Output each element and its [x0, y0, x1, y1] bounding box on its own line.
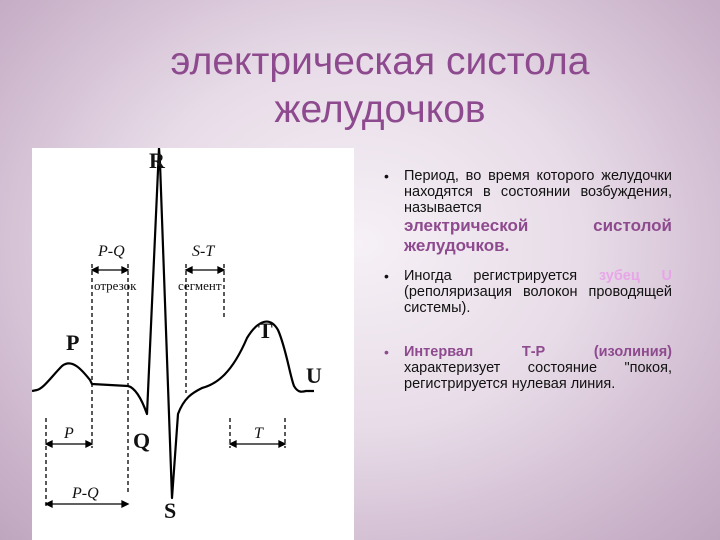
bullet-emphasis: зубец U — [598, 268, 672, 284]
pq-bottom-label: P-Q — [72, 485, 99, 502]
ecg-diagram — [32, 148, 354, 540]
bullet-text: Иногда регистрируется — [404, 268, 578, 284]
slide-title — [0, 38, 720, 134]
bullet-list — [384, 168, 672, 392]
wave-label-q: Q — [133, 428, 151, 453]
wave-label-s: S — [164, 498, 177, 523]
ecg-figure — [32, 148, 354, 540]
bullet-item — [384, 268, 672, 316]
pq-interval-label: P-Q — [98, 243, 125, 260]
bullet-emphasis: Интервал Т-Р (изолиния) — [404, 344, 672, 360]
bullet-item — [384, 168, 672, 256]
segment-label: сегмент — [178, 278, 222, 293]
t-interval-label: T — [254, 425, 263, 442]
wave-label-p: P — [66, 330, 80, 355]
bullet-text: (реполяризация волокон проводящей системы). — [404, 284, 672, 316]
bullet-emphasis: электрической систолой желудочков. — [404, 216, 672, 255]
bullet-dot: • — [384, 268, 389, 284]
slide-title-line-2: желудочков — [274, 88, 486, 131]
wave-label-t: T — [258, 318, 273, 343]
bullet-text: характеризует состояние "покоя, регистрируется нулевая линия. — [404, 360, 672, 392]
otrezok-label: отрезок — [94, 278, 137, 293]
st-segment-label: S-T — [192, 243, 215, 260]
slide-title-line-1: электрическая систола — [170, 40, 590, 83]
p-interval-label: P — [64, 425, 74, 442]
bullet-dot: • — [384, 168, 389, 184]
wave-label-u: U — [306, 363, 322, 388]
bullet-text: Период, во время которого желудочки находятся в состоянии возбуждения, называется — [404, 168, 672, 216]
wave-label-r: R — [149, 148, 165, 173]
bullet-item — [384, 344, 672, 392]
bullet-dot: • — [384, 344, 389, 360]
